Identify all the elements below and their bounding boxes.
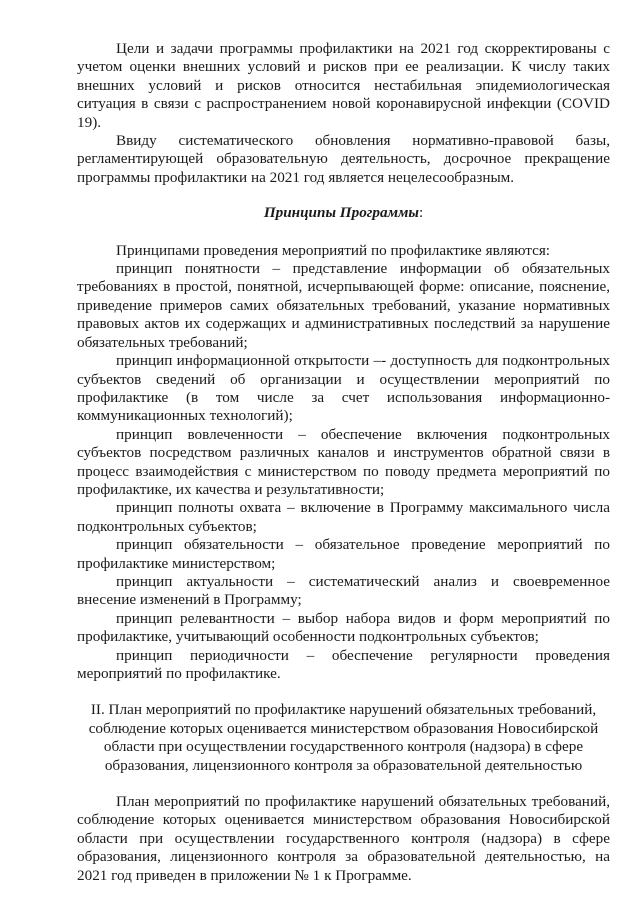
principle-item: принцип периодичности – обеспечение регулярности проведения мероприятий по профилактике. <box>77 646 610 682</box>
intro-paragraph-1: Цели и задачи программы профилактики на 2021 год скорректированы с учетом оценки внешних условий и рисков при ее реализации. К числу таких внешних условий и рисков относится нестабильная эпидемиологическая ситуация в связи с распространением новой коронавирусной инфекции (COVID 19). <box>77 40 610 131</box>
document-page <box>77 40 610 885</box>
principles-heading-colon: : <box>418 204 424 222</box>
principle-item: принцип информационной открытости –- доступность для подконтрольных субъектов сведений об организации и осуществлении мероприятий по профилактике (в том числе за счет использования информационно-коммуникационных технологий); <box>77 352 610 425</box>
principles-heading-text: Принципы Программы <box>263 204 419 222</box>
principles-lead: Принципами проведения мероприятий по профилактике являются: <box>116 241 551 259</box>
section-2-heading: II. План мероприятий по профилактике нарушений обязательных требований, соблюдение которых оценивается министерством образования Новосибирской области при осуществлении государственного контроля (надзора) в сфере образования, лицензионного контроля за образовательной деятельностью <box>88 701 599 774</box>
principles-list <box>77 242 610 684</box>
principle-item: принцип релевантности – выбор набора видов и форм мероприятий по профилактике, учитывающий особенности подконтрольных субъектов; <box>77 609 610 646</box>
principle-item: принцип актуальности – систематический анализ и своевременное внесение изменений в Программу; <box>77 572 610 609</box>
principles-heading <box>77 204 610 222</box>
principle-item: принцип обязательности – обязательное проведение мероприятий по профилактике министерством; <box>77 536 610 572</box>
principle-item: принцип понятности – представление информации об обязательных требованиях в простой, понятной, исчерпывающей форме: описание, пояснение, приведение примеров самих обязательных требований, указание нормативных правовых актов их содержащих и административных последствий за нарушение обязательных требований; <box>77 260 610 351</box>
principle-item: принцип полноты охвата – включение в Программу максимального числа подконтрольных субъектов; <box>77 499 610 535</box>
principle-item: принцип вовлеченности – обеспечение включения подконтрольных субъектов посредством различных каналов и инструментов обратной связи в процесс взаимодействия с министерством по поводу предмета мероприятий по профилактике, их качества и результативности; <box>77 425 610 498</box>
intro-paragraph-2: Ввиду систематического обновления нормативно-правовой базы, регламентирующей образовательную деятельность, досрочное прекращение программы профилактики на 2021 год является нецелесообразным. <box>77 132 610 186</box>
section-2-body: План мероприятий по профилактике нарушений обязательных требований, соблюдение которых оценивается министерством образования Новосибирской области при осуществлении государственного контроля (надзора) в сфере образования, лицензионного контроля за образовательной деятельностью, на 2021 год приведен в приложении № 1 к Программе. <box>77 793 610 884</box>
